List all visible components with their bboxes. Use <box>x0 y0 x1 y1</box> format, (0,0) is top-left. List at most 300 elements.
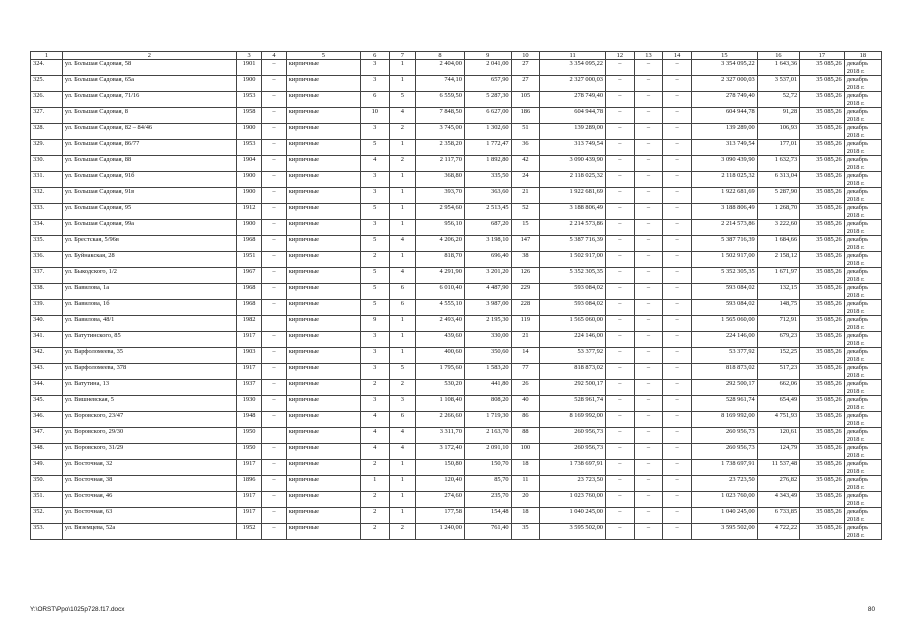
residents-cell: 105 <box>511 92 540 108</box>
build-year-cell: 1968 <box>236 300 261 316</box>
cost-work-cell: 604 944,78 <box>691 108 757 124</box>
col-14-cell: – <box>663 364 692 380</box>
living-area-cell: 150,70 <box>464 460 511 476</box>
residents-cell: 147 <box>511 236 540 252</box>
limit-cost-cell: 35 085,26 <box>800 332 845 348</box>
floors-cell: 3 <box>360 332 389 348</box>
col-12-cell: – <box>606 60 635 76</box>
col-12-cell: – <box>606 492 635 508</box>
floors-cell: 3 <box>360 364 389 380</box>
table-row <box>31 412 882 428</box>
living-area-cell: 6 627,00 <box>464 108 511 124</box>
row-number-cell: 325. <box>31 76 63 92</box>
residents-cell: 100 <box>511 444 540 460</box>
address-cell: ул. Ватутина, 13 <box>62 380 236 396</box>
cost-per-m2-cell: 276,82 <box>757 476 799 492</box>
row-number-cell: 347. <box>31 428 63 444</box>
col-13-cell: – <box>634 412 663 428</box>
completion-date-cell: декабрь 2018 г. <box>844 492 881 508</box>
table-row <box>31 300 882 316</box>
col-4-cell: – <box>262 76 286 92</box>
total-area-cell: 4 291,90 <box>416 268 465 284</box>
row-number-cell: 344. <box>31 380 63 396</box>
col-12-cell: – <box>606 92 635 108</box>
completion-date-cell: декабрь 2018 г. <box>844 252 881 268</box>
build-year-cell: 1968 <box>236 284 261 300</box>
col-12-cell: – <box>606 348 635 364</box>
floors-cell: 4 <box>360 412 389 428</box>
living-area-cell: 363,60 <box>464 188 511 204</box>
address-cell: ул. Большая Садовая, 91в <box>62 188 236 204</box>
completion-date-cell: декабрь 2018 г. <box>844 364 881 380</box>
entrances-cell: 1 <box>389 204 416 220</box>
living-area-cell: 4 487,90 <box>464 284 511 300</box>
cost-work-cell: 53 377,92 <box>691 348 757 364</box>
total-area-cell: 4 555,10 <box>416 300 465 316</box>
total-area-cell: 530,20 <box>416 380 465 396</box>
col-13-cell: – <box>634 172 663 188</box>
col-12-cell: – <box>606 380 635 396</box>
address-cell: ул. Быкодского, 1/2 <box>62 268 236 284</box>
row-number-cell: 331. <box>31 172 63 188</box>
col-4-cell: – <box>262 220 286 236</box>
row-number-cell: 339. <box>31 300 63 316</box>
col-4-cell: – <box>262 236 286 252</box>
address-cell: ул. Восточная, 32 <box>62 460 236 476</box>
row-number-cell: 348. <box>31 444 63 460</box>
cost-work-cell: 2 214 573,86 <box>691 220 757 236</box>
col-14-cell: – <box>663 188 692 204</box>
residents-cell: 88 <box>511 428 540 444</box>
cost-work-cell: 23 723,50 <box>691 476 757 492</box>
col-13-cell: – <box>634 524 663 540</box>
entrances-cell: 1 <box>389 332 416 348</box>
row-number-cell: 351. <box>31 492 63 508</box>
table-row <box>31 172 882 188</box>
total-area-cell: 2 954,60 <box>416 204 465 220</box>
col-13-cell: – <box>634 460 663 476</box>
col-14-cell: – <box>663 460 692 476</box>
limit-cost-cell: 35 085,26 <box>800 476 845 492</box>
entrances-cell: 2 <box>389 124 416 140</box>
build-year-cell: 1912 <box>236 204 261 220</box>
address-cell: ул. Большая Садовая, 99а <box>62 220 236 236</box>
completion-date-cell: декабрь 2018 г. <box>844 284 881 300</box>
table-row <box>31 204 882 220</box>
col-12-cell: – <box>606 476 635 492</box>
cost-work-cell: 3 354 095,22 <box>691 60 757 76</box>
wall-material-cell: кирпичные <box>286 284 360 300</box>
living-area-cell: 2 163,70 <box>464 428 511 444</box>
column-header: 16 <box>757 52 799 60</box>
floors-cell: 2 <box>360 492 389 508</box>
living-area-cell: 1 583,20 <box>464 364 511 380</box>
completion-date-cell: декабрь 2018 г. <box>844 348 881 364</box>
table-body <box>31 52 882 540</box>
residents-cell: 35 <box>511 524 540 540</box>
total-area-cell: 120,40 <box>416 476 465 492</box>
col-12-cell: – <box>606 460 635 476</box>
col-13-cell: – <box>634 396 663 412</box>
address-cell: ул. Большая Садовая, 65а <box>62 76 236 92</box>
wall-material-cell: кирпичные <box>286 428 360 444</box>
row-number-cell: 350. <box>31 476 63 492</box>
total-area-cell: 6 559,50 <box>416 92 465 108</box>
completion-date-cell: декабрь 2018 г. <box>844 332 881 348</box>
completion-date-cell: декабрь 2018 г. <box>844 156 881 172</box>
total-area-cell: 6 010,40 <box>416 284 465 300</box>
living-area-cell: 3 987,00 <box>464 300 511 316</box>
residents-cell: 52 <box>511 204 540 220</box>
col-13-cell: – <box>634 300 663 316</box>
floors-cell: 2 <box>360 252 389 268</box>
col-13-cell: – <box>634 204 663 220</box>
cost-work-cell: 1 040 245,00 <box>691 508 757 524</box>
living-area-cell: 2 041,00 <box>464 60 511 76</box>
limit-cost-cell: 35 085,26 <box>800 268 845 284</box>
limit-cost-cell: 35 085,26 <box>800 460 845 476</box>
residents-cell: 11 <box>511 476 540 492</box>
residents-cell: 27 <box>511 60 540 76</box>
col-13-cell: – <box>634 476 663 492</box>
address-cell: ул. Большая Садовая, 58 <box>62 60 236 76</box>
cost-work-cell: 313 749,54 <box>691 140 757 156</box>
col-4-cell: – <box>262 252 286 268</box>
row-number-cell: 352. <box>31 508 63 524</box>
wall-material-cell: кирпичные <box>286 332 360 348</box>
table-row <box>31 364 882 380</box>
floors-cell: 5 <box>360 236 389 252</box>
wall-material-cell: кирпичные <box>286 76 360 92</box>
wall-material-cell: кирпичные <box>286 204 360 220</box>
col-4-cell: – <box>262 172 286 188</box>
column-header: 3 <box>236 52 261 60</box>
limit-cost-cell: 35 085,26 <box>800 492 845 508</box>
floors-cell: 3 <box>360 124 389 140</box>
cost-total-cell: 292 500,17 <box>540 380 606 396</box>
living-area-cell: 696,40 <box>464 252 511 268</box>
floors-cell: 9 <box>360 316 389 332</box>
cost-per-m2-cell: 1 684,66 <box>757 236 799 252</box>
col-13-cell: – <box>634 444 663 460</box>
register-table-container <box>30 51 882 540</box>
col-13-cell: – <box>634 252 663 268</box>
col-4-cell: – <box>262 332 286 348</box>
table-row <box>31 220 882 236</box>
col-4-cell: – <box>262 92 286 108</box>
completion-date-cell: декабрь 2018 г. <box>844 92 881 108</box>
col-14-cell: – <box>663 444 692 460</box>
residents-cell: 229 <box>511 284 540 300</box>
cost-total-cell: 2 214 573,86 <box>540 220 606 236</box>
col-13-cell: – <box>634 140 663 156</box>
cost-per-m2-cell: 662,06 <box>757 380 799 396</box>
table-row <box>31 348 882 364</box>
col-13-cell: – <box>634 268 663 284</box>
col-4-cell: – <box>262 380 286 396</box>
cost-total-cell: 224 146,00 <box>540 332 606 348</box>
limit-cost-cell: 35 085,26 <box>800 300 845 316</box>
wall-material-cell: кирпичные <box>286 60 360 76</box>
cost-per-m2-cell: 6 733,85 <box>757 508 799 524</box>
cost-per-m2-cell: 2 158,12 <box>757 252 799 268</box>
build-year-cell: 1904 <box>236 156 261 172</box>
row-number-cell: 335. <box>31 236 63 252</box>
table-row <box>31 524 882 540</box>
build-year-cell: 1958 <box>236 108 261 124</box>
table-row <box>31 140 882 156</box>
col-12-cell: – <box>606 252 635 268</box>
col-13-cell: – <box>634 508 663 524</box>
cost-total-cell: 3 090 439,90 <box>540 156 606 172</box>
total-area-cell: 177,58 <box>416 508 465 524</box>
col-13-cell: – <box>634 332 663 348</box>
entrances-cell: 1 <box>389 316 416 332</box>
total-area-cell: 3 745,00 <box>416 124 465 140</box>
cost-work-cell: 528 961,74 <box>691 396 757 412</box>
row-number-cell: 328. <box>31 124 63 140</box>
table-row <box>31 476 882 492</box>
wall-material-cell: кирпичные <box>286 124 360 140</box>
cost-total-cell: 528 961,74 <box>540 396 606 412</box>
address-cell: ул. Восточная, 63 <box>62 508 236 524</box>
col-12-cell: – <box>606 412 635 428</box>
total-area-cell: 2 117,70 <box>416 156 465 172</box>
living-area-cell: 3 198,10 <box>464 236 511 252</box>
wall-material-cell: кирпичные <box>286 156 360 172</box>
col-12-cell: – <box>606 236 635 252</box>
cost-per-m2-cell: 679,23 <box>757 332 799 348</box>
total-area-cell: 150,80 <box>416 460 465 476</box>
cost-total-cell: 260 956,73 <box>540 444 606 460</box>
wall-material-cell: кирпичные <box>286 348 360 364</box>
residents-cell: 20 <box>511 492 540 508</box>
residents-cell: 36 <box>511 140 540 156</box>
address-cell: ул. Восточная, 38 <box>62 476 236 492</box>
cost-total-cell: 1 565 060,00 <box>540 316 606 332</box>
cost-total-cell: 593 084,02 <box>540 300 606 316</box>
total-area-cell: 1 240,00 <box>416 524 465 540</box>
residents-cell: 119 <box>511 316 540 332</box>
col-14-cell: – <box>663 284 692 300</box>
limit-cost-cell: 35 085,26 <box>800 412 845 428</box>
completion-date-cell: декабрь 2018 г. <box>844 204 881 220</box>
col-4-cell: – <box>262 412 286 428</box>
cost-work-cell: 1 738 697,91 <box>691 460 757 476</box>
limit-cost-cell: 35 085,26 <box>800 508 845 524</box>
col-14-cell: – <box>663 412 692 428</box>
limit-cost-cell: 35 085,26 <box>800 348 845 364</box>
col-14-cell: – <box>663 332 692 348</box>
completion-date-cell: декабрь 2018 г. <box>844 108 881 124</box>
living-area-cell: 687,20 <box>464 220 511 236</box>
col-12-cell: – <box>606 300 635 316</box>
cost-work-cell: 593 084,02 <box>691 284 757 300</box>
column-header: 12 <box>606 52 635 60</box>
column-header: 5 <box>286 52 360 60</box>
entrances-cell: 1 <box>389 140 416 156</box>
col-12-cell: – <box>606 316 635 332</box>
cost-work-cell: 8 169 992,00 <box>691 412 757 428</box>
total-area-cell: 400,60 <box>416 348 465 364</box>
col-12-cell: – <box>606 204 635 220</box>
cost-total-cell: 818 873,02 <box>540 364 606 380</box>
row-number-cell: 341. <box>31 332 63 348</box>
row-number-cell: 324. <box>31 60 63 76</box>
col-13-cell: – <box>634 380 663 396</box>
build-year-cell: 1948 <box>236 412 261 428</box>
column-header: 6 <box>360 52 389 60</box>
build-year-cell: 1982 <box>236 316 261 332</box>
row-number-cell: 326. <box>31 92 63 108</box>
col-14-cell: – <box>663 396 692 412</box>
floors-cell: 4 <box>360 156 389 172</box>
row-number-cell: 329. <box>31 140 63 156</box>
build-year-cell: 1900 <box>236 188 261 204</box>
address-cell: ул. Большая Садовая, 91б <box>62 172 236 188</box>
row-number-cell: 338. <box>31 284 63 300</box>
entrances-cell: 1 <box>389 220 416 236</box>
limit-cost-cell: 35 085,26 <box>800 428 845 444</box>
residents-cell: 42 <box>511 156 540 172</box>
completion-date-cell: декабрь 2018 г. <box>844 60 881 76</box>
living-area-cell: 761,40 <box>464 524 511 540</box>
entrances-cell: 1 <box>389 172 416 188</box>
living-area-cell: 657,90 <box>464 76 511 92</box>
cost-per-m2-cell: 6 313,04 <box>757 172 799 188</box>
col-4-cell: – <box>262 156 286 172</box>
cost-per-m2-cell: 1 643,36 <box>757 60 799 76</box>
cost-work-cell: 139 289,00 <box>691 124 757 140</box>
limit-cost-cell: 35 085,26 <box>800 252 845 268</box>
cost-total-cell: 53 377,92 <box>540 348 606 364</box>
total-area-cell: 1 795,60 <box>416 364 465 380</box>
total-area-cell: 439,60 <box>416 332 465 348</box>
col-14-cell: – <box>663 60 692 76</box>
floors-cell: 1 <box>360 476 389 492</box>
row-number-cell: 336. <box>31 252 63 268</box>
residents-cell: 126 <box>511 268 540 284</box>
table-row <box>31 108 882 124</box>
cost-per-m2-cell: 132,15 <box>757 284 799 300</box>
address-cell: ул. Вишневская, 5 <box>62 396 236 412</box>
address-cell: ул. Брестская, 5/96в <box>62 236 236 252</box>
col-14-cell: – <box>663 380 692 396</box>
residents-cell: 77 <box>511 364 540 380</box>
column-header: 2 <box>62 52 236 60</box>
row-number-cell: 337. <box>31 268 63 284</box>
row-number-cell: 349. <box>31 460 63 476</box>
col-14-cell: – <box>663 92 692 108</box>
build-year-cell: 1937 <box>236 380 261 396</box>
completion-date-cell: декабрь 2018 г. <box>844 508 881 524</box>
living-area-cell: 235,70 <box>464 492 511 508</box>
wall-material-cell: кирпичные <box>286 412 360 428</box>
col-13-cell: – <box>634 92 663 108</box>
build-year-cell: 1917 <box>236 332 261 348</box>
col-4-cell: – <box>262 284 286 300</box>
residents-cell: 40 <box>511 396 540 412</box>
build-year-cell: 1950 <box>236 428 261 444</box>
col-12-cell: – <box>606 332 635 348</box>
column-header: 14 <box>663 52 692 60</box>
col-14-cell: – <box>663 76 692 92</box>
build-year-cell: 1967 <box>236 268 261 284</box>
address-cell: ул. Восточная, 46 <box>62 492 236 508</box>
entrances-cell: 6 <box>389 284 416 300</box>
residents-cell: 186 <box>511 108 540 124</box>
cost-per-m2-cell: 3 222,60 <box>757 220 799 236</box>
col-14-cell: – <box>663 268 692 284</box>
table-row <box>31 92 882 108</box>
col-14-cell: – <box>663 140 692 156</box>
cost-total-cell: 278 749,40 <box>540 92 606 108</box>
header-row <box>31 52 882 60</box>
cost-per-m2-cell: 4 751,93 <box>757 412 799 428</box>
cost-per-m2-cell: 52,72 <box>757 92 799 108</box>
cost-total-cell: 1 738 697,91 <box>540 460 606 476</box>
address-cell: ул. Большая Садовая, 8 <box>62 108 236 124</box>
col-4-cell: – <box>262 300 286 316</box>
residents-cell: 24 <box>511 172 540 188</box>
column-header: 4 <box>262 52 286 60</box>
address-cell: ул. Варфоломеева, 378 <box>62 364 236 380</box>
living-area-cell: 2 091,10 <box>464 444 511 460</box>
total-area-cell: 2 266,60 <box>416 412 465 428</box>
residents-cell: 228 <box>511 300 540 316</box>
row-number-cell: 330. <box>31 156 63 172</box>
entrances-cell: 1 <box>389 492 416 508</box>
floors-cell: 3 <box>360 60 389 76</box>
floors-cell: 3 <box>360 172 389 188</box>
col-13-cell: – <box>634 108 663 124</box>
floors-cell: 5 <box>360 268 389 284</box>
cost-per-m2-cell: 106,93 <box>757 124 799 140</box>
wall-material-cell: кирпичные <box>286 364 360 380</box>
col-14-cell: – <box>663 476 692 492</box>
living-area-cell: 330,00 <box>464 332 511 348</box>
entrances-cell: 5 <box>389 92 416 108</box>
cost-work-cell: 2 327 000,03 <box>691 76 757 92</box>
table-row <box>31 188 882 204</box>
floors-cell: 4 <box>360 444 389 460</box>
floors-cell: 2 <box>360 380 389 396</box>
floors-cell: 3 <box>360 220 389 236</box>
residents-cell: 21 <box>511 188 540 204</box>
column-header: 8 <box>416 52 465 60</box>
cost-work-cell: 260 956,73 <box>691 444 757 460</box>
col-14-cell: – <box>663 428 692 444</box>
row-number-cell: 343. <box>31 364 63 380</box>
entrances-cell: 6 <box>389 412 416 428</box>
row-number-cell: 332. <box>31 188 63 204</box>
cost-per-m2-cell: 1 268,70 <box>757 204 799 220</box>
completion-date-cell: декабрь 2018 г. <box>844 476 881 492</box>
wall-material-cell: кирпичные <box>286 172 360 188</box>
entrances-cell: 1 <box>389 252 416 268</box>
table-row <box>31 284 882 300</box>
col-14-cell: – <box>663 156 692 172</box>
col-14-cell: – <box>663 508 692 524</box>
col-14-cell: – <box>663 316 692 332</box>
living-area-cell: 85,70 <box>464 476 511 492</box>
entrances-cell: 5 <box>389 364 416 380</box>
col-4-cell: – <box>262 268 286 284</box>
total-area-cell: 368,80 <box>416 172 465 188</box>
floors-cell: 2 <box>360 524 389 540</box>
build-year-cell: 1953 <box>236 140 261 156</box>
residents-cell: 18 <box>511 460 540 476</box>
